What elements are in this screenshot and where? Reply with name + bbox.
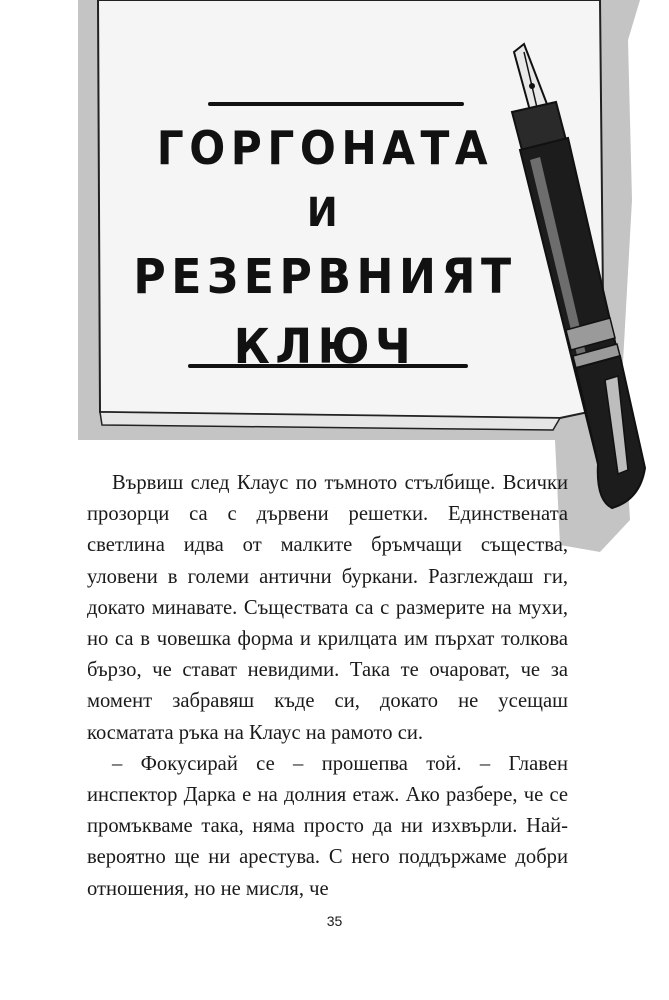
chapter-title-line-4: КЛЮЧ: [233, 319, 417, 375]
paragraph: – Фокусирай се – прошепва той. – Главен инспектор Дарка е на долния етаж. Ако разбере, че се промъкваме така, няма просто да ни изхвърли. Най-вероятно ще ни арестува. С него поддържаме добри отношения, но не мисля, че: [87, 752, 568, 900]
paragraph: Вървиш след Клаус по тъмното стълбище. Всички прозорци са с дървени решетки. Единствената светлина идва от малките бръмчащи същества, уловени в големи антични буркани. Разглеждаш ги, докато минавате. Съществата са с размерите на мухи, но са в човешка форма и крилцата им пърхат толкова бързо, че стават невидими. Така те очароват, че за момент забравяш къде си, докато не усещаш косматата ръка на Клаус на рамото си.: [87, 472, 568, 744]
chapter-title-line-1: ГОРГОНАТА: [156, 121, 494, 175]
chapter-title-line-2: И: [306, 190, 344, 236]
page-number: 35: [326, 913, 343, 929]
body-text: [87, 468, 568, 905]
chapter-title-line-3: РЕЗЕРВНИЯТ: [133, 249, 517, 305]
chapter-title: [105, 121, 545, 375]
